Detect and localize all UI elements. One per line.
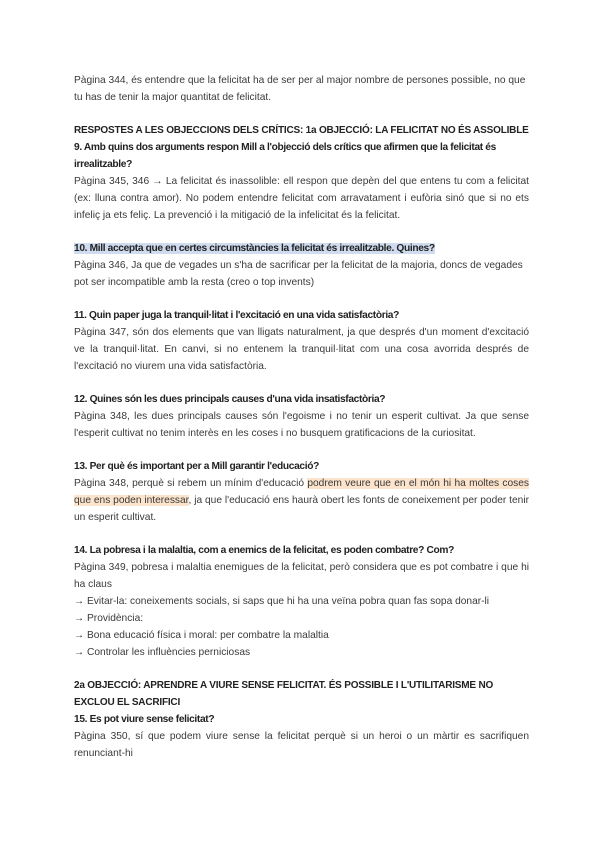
arrow-right-icon: → [74,613,85,624]
answer-13-start: Pàgina 348, perquè si rebem un mínim d'educació [74,478,308,489]
arrow-right-icon: → [74,596,85,607]
arrow-right-icon: → [74,647,85,658]
section-1-title: RESPOSTES A LES OBJECCIONS DELS CRÍTICS: 1a OBJECCIÓ: LA FELICITAT NO ÉS ASSOLIBLE [74,125,529,136]
list-item: → Bona educació física i moral: per combatre la malaltia [74,627,529,644]
answer-11: Pàgina 347, són dos elements que van lligats naturalment, ja que després d'un moment d'excitació ve la tranquil·litat. En canvi, si no entenem la tranquil·litat com una cosa avorrida després de l'excitació no viurem una vida satisfactòria. [74,327,529,372]
answer-13-end: , ja que l'educació ens haurà obert les fonts de coneixement per poder tenir un esperit cultivat. [74,495,529,523]
question-10-highlight: 10. Mill accepta que en certes circumstàncies la felicitat és irrealitzable. Quines? [74,243,435,254]
question-12: 12. Quines són les dues principals causes d'una vida insatisfactòria? [74,394,386,405]
question-9: 9. Amb quins dos arguments respon Mill a l'objecció dels crítics que afirmen que la felicitat és irrealitzable? [74,142,496,170]
document-content [74,72,529,762]
question-10 [74,240,529,257]
question-13: 13. Per què és important per a Mill garantir l'educació? [74,461,319,472]
list-item: → Controlar les influències perniciosas [74,644,529,661]
answer-13-highlight: podrem veure que en el món hi ha moltes coses que ens poden interessar [74,478,529,506]
answer-12: Pàgina 348, les dues principals causes són l'egoisme i no tenir un esperit cultivat. Ja que sense l'esperit cultivat no tenim interès en les coses i no busquem gratificacions de la curiositat. [74,411,529,439]
list-item: → Evitar-la: coneixements socials, si saps que hi ha una veïna pobra quan fas sopa donar-li [74,593,529,610]
arrow-right-icon: → [74,630,85,641]
answer-15: Pàgina 350, sí que podem viure sense la felicitat perquè si un heroi o un màrtir es sacrifiquen renunciant-hi [74,731,529,759]
answer-13 [74,475,529,526]
answer-9: Pàgina 345, 346 → La felicitat és inassolible: ell respon que depèn del que entens tu com a felicitat (ex: lluna contra amor). No podem entendre felicitat com arravatament i eufòria sinó que si no ets infeliç ja ets feliç. La prevenció i la mitigació de la infelicitat és la felicitat. [74,176,529,221]
question-14: 14. La pobresa i la malaltia, com a enemics de la felicitat, es poden combatre? Com? [74,545,454,556]
question-15: 15. Es pot viure sense felicitat? [74,714,215,725]
answer-14: Pàgina 349, pobresa i malaltia enemigues de la felicitat, però considera que es pot combatre i que hi ha claus [74,562,529,590]
question-11: 11. Quin paper juga la tranquil·litat i l'excitació en una vida satisfactòria? [74,310,399,321]
intro-paragraph: Pàgina 344, és entendre que la felicitat ha de ser per al major nombre de persones possible, no que tu has de tenir la major quantitat de felicitat. [74,75,526,103]
answer-10: Pàgina 346, Ja que de vegades un s'ha de sacrificar per la felicitat de la majoria, doncs de vegades pot ser incompatible amb la resta (creo o top invents) [74,260,523,288]
section-2-title: 2a OBJECCIÓ: APRENDRE A VIURE SENSE FELICITAT. ÉS POSSIBLE I L'UTILITARISME NO EXCLOU EL SACRIFICI [74,680,494,708]
list-item: → Providència: [74,610,529,627]
